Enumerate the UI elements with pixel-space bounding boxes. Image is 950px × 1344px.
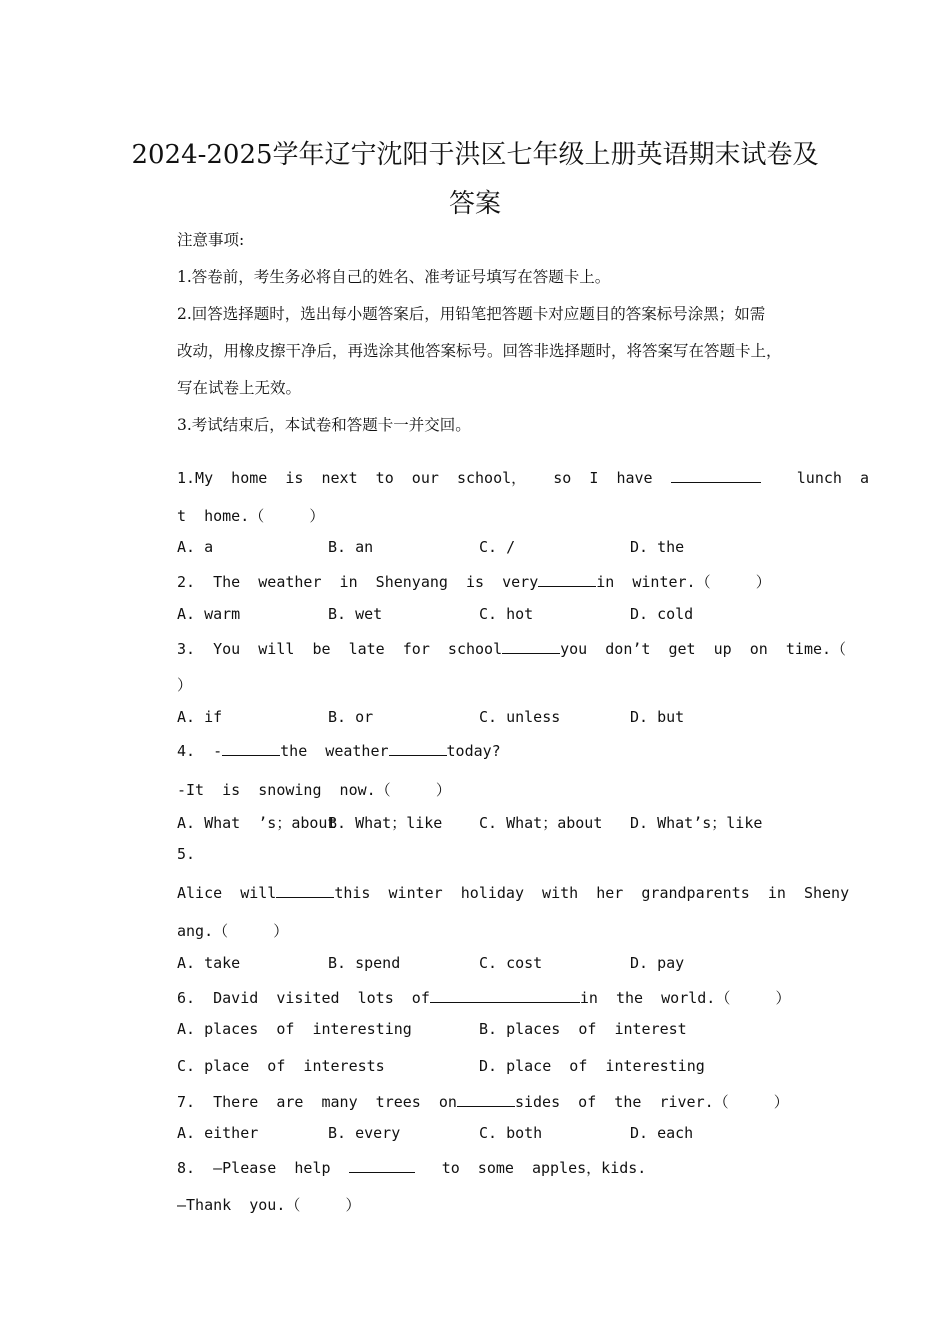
question-7-option-a: A. either: [177, 1124, 259, 1142]
question-5-stem: [177, 883, 849, 902]
answer-blank: [222, 741, 280, 756]
question-3-option-b: B. or: [328, 708, 374, 726]
answer-blank: [389, 741, 447, 756]
answer-blank: [276, 883, 334, 898]
question-4-text-b: the weather: [280, 742, 389, 760]
exam-title-line1: 2024-2025学年辽宁沈阳于洪区七年级上册英语期末试卷及: [131, 140, 819, 170]
question-2-text-a: 2. The weather in Shenyang is very: [177, 573, 539, 591]
note-2-line2: 改动，用橡皮擦干净后，再选涂其他答案标号。回答非选择题时，将答案写在答题卡上，: [177, 342, 782, 360]
question-6-option-c: C. place of interests: [177, 1057, 385, 1075]
question-7-option-d: D. each: [630, 1124, 694, 1142]
question-4-text-c: today?: [446, 742, 501, 760]
question-5-option-d: D. pay: [630, 954, 685, 972]
question-6-stem: [177, 987, 791, 1008]
question-3-text-a: 3. You will be late for school: [177, 640, 503, 658]
question-7-option-b: B. every: [328, 1124, 401, 1142]
question-3-option-a: A. if: [177, 708, 223, 726]
question-8-text-a: 8. —Please help: [177, 1159, 331, 1177]
question-5-option-a: A. take: [177, 954, 241, 972]
question-2-option-c: C. hot: [479, 605, 534, 623]
note-1: 1.答卷前，考生务必将自己的姓名、准考证号填写在答题卡上。: [177, 268, 611, 286]
question-6-option-d: D. place of interesting: [479, 1057, 705, 1075]
question-2-option-a: A. warm: [177, 605, 241, 623]
answer-blank: [538, 572, 596, 587]
question-1-option-b: B. an: [328, 538, 374, 556]
question-1-text-b: lunch a: [796, 469, 870, 487]
question-5-text-b: this winter holiday with her grandparents in Sheny: [334, 884, 850, 902]
note-2-line1: 2.回答选择题时，选出每小题答案后，用铅笔把答题卡对应题目的答案标号涂黑；如需: [177, 305, 766, 323]
question-2-option-b: B. wet: [328, 605, 383, 623]
question-5-option-b: B. spend: [328, 954, 401, 972]
question-1-stem: [177, 467, 869, 488]
question-6-text-a: 6. David visited lots of: [177, 989, 430, 1007]
answer-blank: [671, 468, 761, 483]
note-2-line3: 写在试卷上无效。: [177, 379, 302, 397]
question-3-option-c: C. unless: [479, 708, 561, 726]
question-5-option-c: C. cost: [479, 954, 543, 972]
answer-blank: [457, 1092, 515, 1107]
question-6-option-a: A. places of interesting: [177, 1020, 412, 1038]
question-1-option-c: C. /: [479, 538, 516, 556]
question-7-text-b: sides of the river.（ ）: [514, 1093, 789, 1111]
question-1-stem-cont: t home.（ ）: [177, 507, 325, 525]
answer-blank: [430, 988, 580, 1003]
question-7-stem: [177, 1091, 789, 1112]
question-2-text-b: in winter.（ ）: [596, 573, 771, 591]
question-5-text-a: Alice will: [177, 884, 277, 902]
question-4-option-b: B. What；like: [328, 814, 443, 832]
question-3-option-d: D. but: [630, 708, 685, 726]
answer-blank: [349, 1158, 415, 1173]
question-2-stem: [177, 571, 771, 592]
question-6-text-b: in the world.（ ）: [579, 989, 791, 1007]
question-4-option-a: A. What ’s；about: [177, 814, 337, 832]
notes-heading: 注意事项:: [177, 231, 245, 249]
question-1-option-a: A. a: [177, 538, 214, 556]
question-1-option-d: D. the: [630, 538, 685, 556]
question-4-option-d: D. What’s；like: [630, 814, 763, 832]
question-4-option-c: C. What；about: [479, 814, 603, 832]
answer-blank: [502, 639, 560, 654]
question-4-stem: [177, 741, 501, 760]
question-7-text-a: 7. There are many trees on: [177, 1093, 457, 1111]
question-5-number: 5.: [177, 845, 196, 863]
question-7-option-c: C. both: [479, 1124, 543, 1142]
question-8-text-b: to some apples，kids.: [441, 1159, 647, 1177]
exam-title-line2: 答案: [448, 189, 501, 219]
question-2-option-d: D. cold: [630, 605, 694, 623]
question-4-response: -It is snowing now.（ ）: [177, 781, 451, 799]
question-3-stem-cont: ）: [177, 676, 193, 694]
question-3-stem: [177, 638, 846, 659]
note-3: 3.考试结束后，本试卷和答题卡一并交回。: [177, 416, 471, 434]
question-4-text-a: 4. -: [177, 742, 223, 760]
question-8-response: —Thank you.（ ）: [177, 1196, 361, 1214]
question-6-option-b: B. places of interest: [479, 1020, 687, 1038]
question-8-stem: [177, 1157, 646, 1178]
question-3-text-b: you don’t get up on time.（: [560, 640, 847, 658]
question-1-text-a: 1.My home is next to our school， so I have: [177, 469, 653, 487]
question-5-stem-cont: ang.（ ）: [177, 922, 289, 940]
